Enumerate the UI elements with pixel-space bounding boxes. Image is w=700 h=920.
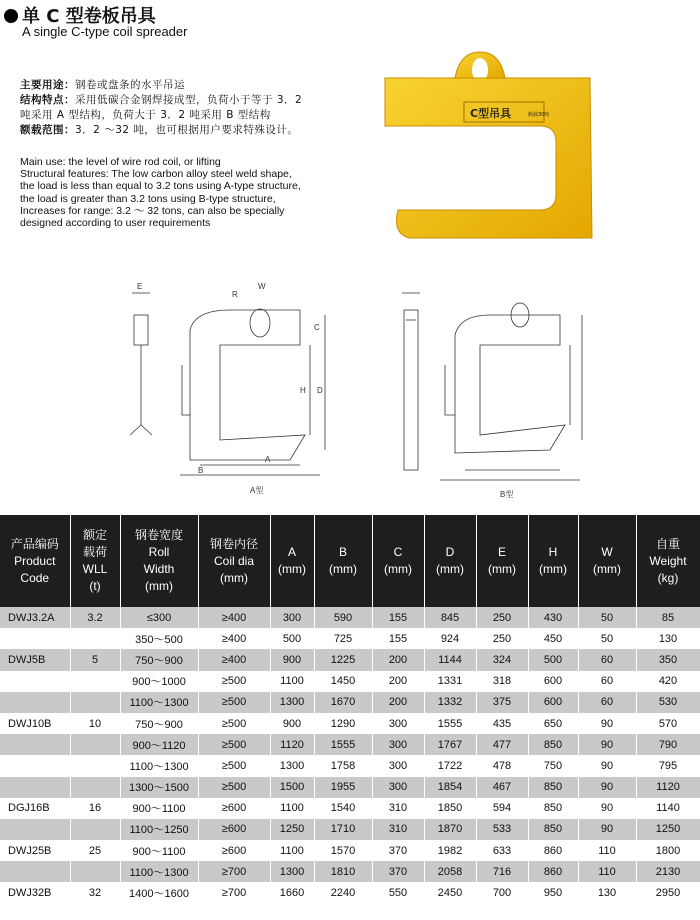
table-cell: 750～900 bbox=[120, 713, 198, 734]
en-line: designed according to user requirements bbox=[20, 217, 211, 230]
table-row bbox=[0, 819, 700, 840]
table-cell: 1250 bbox=[270, 819, 314, 840]
table-cell: 750～900 bbox=[120, 649, 198, 670]
table-cell: 1670 bbox=[314, 692, 372, 713]
table-cell: 600 bbox=[528, 671, 578, 692]
table-cell: 467 bbox=[476, 777, 528, 798]
use-label: 主要用途： bbox=[20, 79, 75, 91]
table-cell: 200 bbox=[372, 671, 424, 692]
table-cell: 5 bbox=[70, 649, 120, 670]
table-cell: 1120 bbox=[270, 734, 314, 755]
type-b-side-view bbox=[402, 293, 420, 470]
dim-label-b: B bbox=[198, 466, 204, 475]
table-cell: 1767 bbox=[424, 734, 476, 755]
table-cell: ≥500 bbox=[198, 692, 270, 713]
table-cell: 500 bbox=[270, 628, 314, 649]
table-cell: 300 bbox=[372, 755, 424, 776]
table-cell: 375 bbox=[476, 692, 528, 713]
table-cell: 1850 bbox=[424, 798, 476, 819]
dim-label-a: A bbox=[265, 455, 271, 464]
table-cell: 1450 bbox=[314, 671, 372, 692]
table-cell: 1120 bbox=[636, 777, 700, 798]
table-cell: 1660 bbox=[270, 882, 314, 903]
table-cell: 1100 bbox=[270, 671, 314, 692]
spec-table bbox=[0, 515, 700, 904]
table-row bbox=[0, 628, 700, 649]
table-cell: 10 bbox=[70, 713, 120, 734]
table-cell: 1140 bbox=[636, 798, 700, 819]
description-chinese bbox=[20, 78, 360, 138]
table-cell bbox=[70, 671, 120, 692]
table-cell: 600 bbox=[528, 692, 578, 713]
table-cell: ≥500 bbox=[198, 671, 270, 692]
table-cell bbox=[70, 628, 120, 649]
table-cell bbox=[70, 819, 120, 840]
table-cell: 1555 bbox=[314, 734, 372, 755]
table-row bbox=[0, 607, 700, 628]
table-cell: 85 bbox=[636, 607, 700, 628]
use-text: 钢卷或盘条的水平吊运 bbox=[75, 79, 185, 91]
table-cell: 900～1100 bbox=[120, 840, 198, 861]
dim-label-c: C bbox=[314, 323, 320, 332]
table-row bbox=[0, 798, 700, 819]
table-cell: 250 bbox=[476, 607, 528, 628]
table-cell: 1300～1500 bbox=[120, 777, 198, 798]
description-english bbox=[20, 156, 340, 229]
table-cell bbox=[0, 861, 70, 882]
table-row bbox=[0, 777, 700, 798]
table-cell: 450 bbox=[528, 628, 578, 649]
col-weight: 自重 Weight (kg) bbox=[636, 515, 700, 607]
table-cell: 2450 bbox=[424, 882, 476, 903]
table-cell: 1100～1300 bbox=[120, 755, 198, 776]
table-cell: 3.2 bbox=[70, 607, 120, 628]
table-cell: 1982 bbox=[424, 840, 476, 861]
table-cell bbox=[0, 755, 70, 776]
table-cell: 1290 bbox=[314, 713, 372, 734]
table-cell: ≥600 bbox=[198, 798, 270, 819]
table-cell: 1854 bbox=[424, 777, 476, 798]
struct-text-1: 采用低碳合金钢焊接成型，负荷小于等于 3．2 bbox=[75, 94, 303, 106]
table-cell: 1250 bbox=[636, 819, 700, 840]
table-cell: 300 bbox=[372, 734, 424, 755]
table-cell: 900 bbox=[270, 713, 314, 734]
table-cell: ≥500 bbox=[198, 734, 270, 755]
table-header-row bbox=[0, 515, 700, 607]
type-b-front-view bbox=[440, 303, 582, 480]
dim-label-r: R bbox=[232, 290, 238, 299]
table-cell: 200 bbox=[372, 692, 424, 713]
table-cell: 90 bbox=[578, 734, 636, 755]
table-cell: 110 bbox=[578, 861, 636, 882]
table-cell bbox=[70, 692, 120, 713]
col-e: E (mm) bbox=[476, 515, 528, 607]
product-photo bbox=[380, 50, 600, 250]
col-product-code: 产品编码 Product Code bbox=[0, 515, 70, 607]
table-cell bbox=[70, 755, 120, 776]
table-row bbox=[0, 649, 700, 670]
table-cell: 16 bbox=[70, 798, 120, 819]
table-cell: 590 bbox=[314, 607, 372, 628]
table-cell: 350～500 bbox=[120, 628, 198, 649]
table-cell: 633 bbox=[476, 840, 528, 861]
table-cell: 420 bbox=[636, 671, 700, 692]
table-cell: 1570 bbox=[314, 840, 372, 861]
col-coil-dia: 钢卷内径 Coil dia (mm) bbox=[198, 515, 270, 607]
table-row bbox=[0, 734, 700, 755]
table-cell bbox=[0, 628, 70, 649]
table-cell: 430 bbox=[528, 607, 578, 628]
table-cell: 350 bbox=[636, 649, 700, 670]
dim-label-h: H bbox=[300, 386, 306, 395]
table-cell: ≥700 bbox=[198, 861, 270, 882]
table-cell: 477 bbox=[476, 734, 528, 755]
photo-label: C型吊具 bbox=[470, 107, 512, 120]
table-cell: 1758 bbox=[314, 755, 372, 776]
table-cell: 860 bbox=[528, 861, 578, 882]
table-cell: 1300 bbox=[270, 692, 314, 713]
table-cell: 1722 bbox=[424, 755, 476, 776]
dim-label-e: E bbox=[137, 282, 143, 291]
table-cell: 860 bbox=[528, 840, 578, 861]
table-cell: 90 bbox=[578, 777, 636, 798]
table-cell: 700 bbox=[476, 882, 528, 903]
table-cell: 1710 bbox=[314, 819, 372, 840]
table-cell: 1100 bbox=[270, 798, 314, 819]
table-cell: DWJ25B bbox=[0, 840, 70, 861]
table-cell: 300 bbox=[372, 713, 424, 734]
table-cell: 130 bbox=[578, 882, 636, 903]
table-cell: 850 bbox=[528, 734, 578, 755]
table-cell: DWJ5B bbox=[0, 649, 70, 670]
table-cell: 1100～1300 bbox=[120, 692, 198, 713]
title-text: 单 C 型卷板吊具 bbox=[22, 6, 156, 27]
table-cell: ≥500 bbox=[198, 713, 270, 734]
col-c: C (mm) bbox=[372, 515, 424, 607]
table-cell: 1810 bbox=[314, 861, 372, 882]
table-cell: 900～1120 bbox=[120, 734, 198, 755]
table-cell bbox=[0, 671, 70, 692]
table-cell: 155 bbox=[372, 628, 424, 649]
bullet-icon bbox=[4, 9, 18, 23]
table-cell: 90 bbox=[578, 819, 636, 840]
table-cell: ≥500 bbox=[198, 755, 270, 776]
table-cell: 790 bbox=[636, 734, 700, 755]
table-cell: 850 bbox=[528, 798, 578, 819]
table-cell: 1100～1300 bbox=[120, 861, 198, 882]
table-cell: 310 bbox=[372, 798, 424, 819]
table-cell: 1800 bbox=[636, 840, 700, 861]
table-cell: 130 bbox=[636, 628, 700, 649]
col-w: W (mm) bbox=[578, 515, 636, 607]
table-body bbox=[0, 607, 700, 904]
table-cell: 324 bbox=[476, 649, 528, 670]
table-cell bbox=[70, 734, 120, 755]
table-cell: 1300 bbox=[270, 861, 314, 882]
table-cell: 32 bbox=[70, 882, 120, 903]
table-cell: 1400～1600 bbox=[120, 882, 198, 903]
range-label: 额载范围： bbox=[20, 124, 75, 136]
table-cell: 300 bbox=[372, 777, 424, 798]
table-cell bbox=[70, 777, 120, 798]
table-cell: 924 bbox=[424, 628, 476, 649]
table-cell: 2130 bbox=[636, 861, 700, 882]
table-cell: 650 bbox=[528, 713, 578, 734]
table-cell: 370 bbox=[372, 840, 424, 861]
table-cell: 1500 bbox=[270, 777, 314, 798]
table-cell: 795 bbox=[636, 755, 700, 776]
table-row bbox=[0, 671, 700, 692]
table-cell: 250 bbox=[476, 628, 528, 649]
table-cell: 1331 bbox=[424, 671, 476, 692]
table-cell: 25 bbox=[70, 840, 120, 861]
type-a-caption: A型 bbox=[250, 486, 264, 495]
table-cell: 50 bbox=[578, 628, 636, 649]
table-cell: 2240 bbox=[314, 882, 372, 903]
table-cell: 1300 bbox=[270, 755, 314, 776]
table-cell: 1540 bbox=[314, 798, 372, 819]
table-row bbox=[0, 840, 700, 861]
table-cell: 900 bbox=[270, 649, 314, 670]
table-cell: 850 bbox=[528, 819, 578, 840]
table-cell: 1955 bbox=[314, 777, 372, 798]
struct-text-2: 吨采用 A 型结构，负荷大于 3．2 吨采用 B 型结构 bbox=[20, 109, 271, 121]
table-cell: 90 bbox=[578, 755, 636, 776]
table-row bbox=[0, 692, 700, 713]
table-cell: 530 bbox=[636, 692, 700, 713]
table-cell: 1555 bbox=[424, 713, 476, 734]
technical-drawings bbox=[120, 275, 600, 505]
table-cell: 750 bbox=[528, 755, 578, 776]
table-cell: ≥400 bbox=[198, 607, 270, 628]
table-cell: ≥400 bbox=[198, 649, 270, 670]
table-cell: 300 bbox=[270, 607, 314, 628]
table-row bbox=[0, 882, 700, 903]
table-cell: 60 bbox=[578, 671, 636, 692]
table-cell: DWJ32B bbox=[0, 882, 70, 903]
table-cell: 550 bbox=[372, 882, 424, 903]
table-row bbox=[0, 755, 700, 776]
table-cell: 90 bbox=[578, 713, 636, 734]
table-cell bbox=[0, 819, 70, 840]
table-cell: 850 bbox=[528, 777, 578, 798]
dim-label-d: D bbox=[317, 386, 323, 395]
table-cell: 1100～1250 bbox=[120, 819, 198, 840]
table-cell bbox=[0, 777, 70, 798]
table-cell: 1144 bbox=[424, 649, 476, 670]
table-cell: 60 bbox=[578, 692, 636, 713]
table-cell: 845 bbox=[424, 607, 476, 628]
table-cell: ≥600 bbox=[198, 840, 270, 861]
table-cell: 370 bbox=[372, 861, 424, 882]
table-cell: 2950 bbox=[636, 882, 700, 903]
en-line: the load is greater than 3.2 tons using B-type structure, bbox=[20, 192, 276, 205]
col-wll: 额定 载荷 WLL (t) bbox=[70, 515, 120, 607]
table-cell: 716 bbox=[476, 861, 528, 882]
table-cell bbox=[0, 734, 70, 755]
table-cell: 435 bbox=[476, 713, 528, 734]
col-d: D (mm) bbox=[424, 515, 476, 607]
table-cell: 310 bbox=[372, 819, 424, 840]
table-cell: 950 bbox=[528, 882, 578, 903]
table-cell: 50 bbox=[578, 607, 636, 628]
table-cell: 570 bbox=[636, 713, 700, 734]
en-line: Main use: the level of wire rod coil, or lifting bbox=[20, 156, 221, 168]
type-b-caption: B型 bbox=[500, 490, 514, 499]
table-cell bbox=[0, 692, 70, 713]
table-cell: 60 bbox=[578, 649, 636, 670]
table-cell: 1332 bbox=[424, 692, 476, 713]
table-cell: ≥700 bbox=[198, 882, 270, 903]
table-cell: DWJ10B bbox=[0, 713, 70, 734]
table-cell: 318 bbox=[476, 671, 528, 692]
table-cell: ≥400 bbox=[198, 628, 270, 649]
table-cell: 533 bbox=[476, 819, 528, 840]
table-row bbox=[0, 861, 700, 882]
col-b: B (mm) bbox=[314, 515, 372, 607]
table-cell: 1225 bbox=[314, 649, 372, 670]
struct-label: 结构特点： bbox=[20, 94, 75, 106]
table-cell: 900～1100 bbox=[120, 798, 198, 819]
page-subtitle: A single C-type coil spreader bbox=[22, 24, 188, 39]
col-roll-width: 钢卷宽度 Roll Width (mm) bbox=[120, 515, 198, 607]
table-row bbox=[0, 713, 700, 734]
range-text: 3．2 ～32 吨，也可根据用户要求特殊设计。 bbox=[75, 124, 299, 136]
table-cell: DGJ16B bbox=[0, 798, 70, 819]
table-cell: 1870 bbox=[424, 819, 476, 840]
en-line: the load is less than equal to 3.2 tons using A-type structure, bbox=[20, 180, 301, 193]
table-cell: 725 bbox=[314, 628, 372, 649]
table-cell: DWJ3.2A bbox=[0, 607, 70, 628]
table-cell: ≥600 bbox=[198, 819, 270, 840]
table-cell: 478 bbox=[476, 755, 528, 776]
table-cell: 90 bbox=[578, 798, 636, 819]
table-cell: 110 bbox=[578, 840, 636, 861]
col-h: H (mm) bbox=[528, 515, 578, 607]
en-line: Structural features: The low carbon alloy steel weld shape, bbox=[20, 168, 292, 181]
table-cell: 1100 bbox=[270, 840, 314, 861]
table-cell bbox=[70, 861, 120, 882]
table-cell: ≥500 bbox=[198, 777, 270, 798]
col-a: A (mm) bbox=[270, 515, 314, 607]
table-cell: 500 bbox=[528, 649, 578, 670]
photo-small-label: 额载30吨 bbox=[528, 112, 550, 118]
type-a-side-view bbox=[130, 293, 152, 435]
table-cell: 200 bbox=[372, 649, 424, 670]
en-line: Increases for range: 3.2 ～ 32 tons, can also be specially bbox=[20, 204, 285, 217]
table-cell: 900～1000 bbox=[120, 671, 198, 692]
dim-label-w: W bbox=[258, 282, 266, 291]
table-cell: 155 bbox=[372, 607, 424, 628]
table-cell: 2058 bbox=[424, 861, 476, 882]
table-cell: ≤300 bbox=[120, 607, 198, 628]
table-cell: 594 bbox=[476, 798, 528, 819]
